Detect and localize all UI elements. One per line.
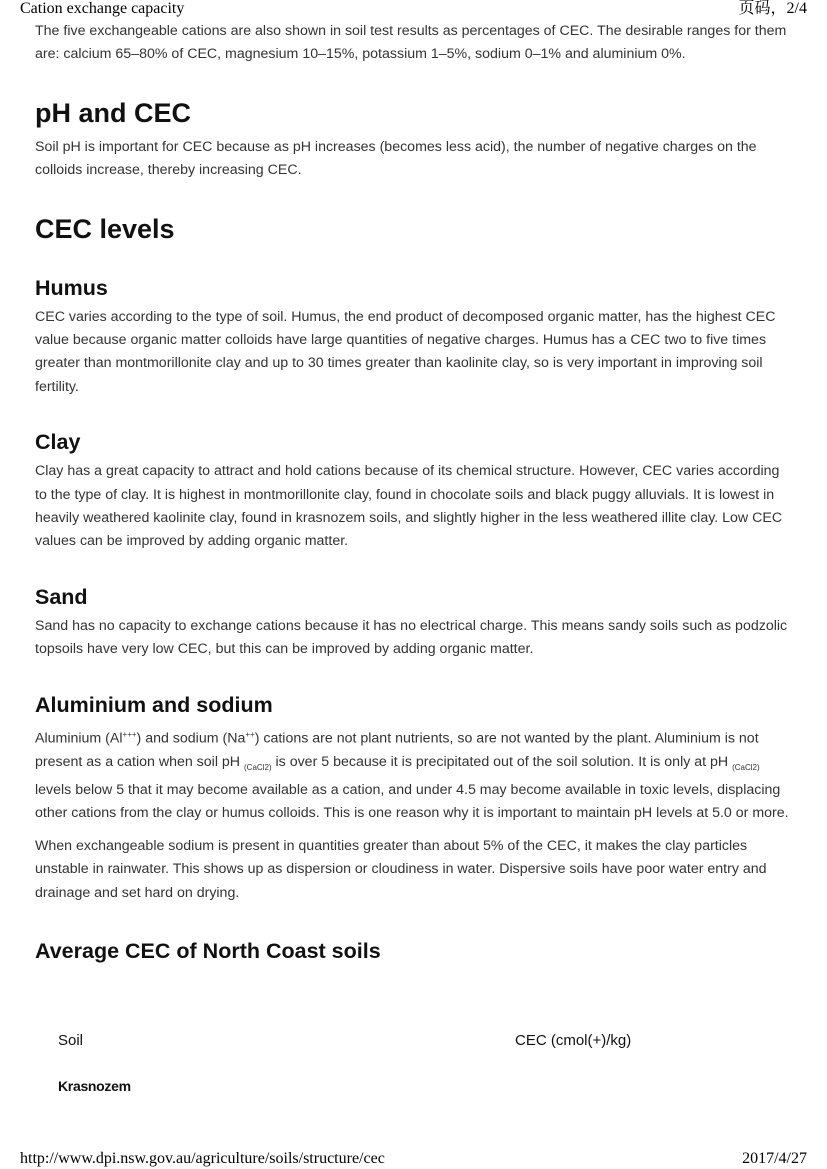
- soil-group-label: Krasnozem: [58, 1078, 131, 1094]
- ph-cec-paragraph: Soil pH is important for CEC because as pH increases (becomes less acid), the number of negative charges on the colloids increase, thereby increasing CEC.: [35, 138, 757, 179]
- page-header: [20, 0, 807, 18]
- article-body: [35, 20, 795, 964]
- sand-paragraph: Sand has no capacity to exchange cations because it has no electrical charge. This means sandy soils such as podzolic topsoils have very low CEC, but this can be improved by adding organic matter.: [35, 617, 788, 658]
- page-number: 页码，2/4: [738, 0, 807, 17]
- aluminium-sodium-paragraph: Aluminium (Al+++) and sodium (Na++) cations are not plant nutrients, so are not wanted by the plant. Aluminium is not present as a cation when soil pH $_{(CaCl2)}$ is over 5 because it is precipitated out of the soil solution. It is only at pH $_{(CaCl2)}$ levels below 5 that it may become available as a cation, and under 4.5 may become available in toxic levels, displacing other cations from the clay or humus colloids. This is one reason why it is important to maintain pH levels at 5.0 or more.: [35, 729, 789, 822]
- clay-paragraph: Clay has a great capacity to attract and hold cations because of its chemical structure. However, CEC varies according to the type of clay. It is highest in montmorillonite clay, found in chocolate soils and black puggy alluvials. It is lowest in heavily weathered kaolinite clay, found in krasnozem soils, and slightly higher in the less weathered illite clay. Low CEC values can be improved by adding organic matter.: [35, 463, 783, 550]
- heading-cec-levels: CEC levels: [35, 213, 175, 244]
- intro-paragraph: The five exchangeable cations are also shown in soil test results as percentages of CEC. The desirable ranges for them are: calcium 65–80% of CEC, magnesium 10–15%, potassium 1–5%, sodium 0–1% and aluminium 0%.: [35, 23, 787, 63]
- heading-humus: Humus: [35, 275, 108, 300]
- column-header-cec: CEC (cmol(+)/kg): [515, 1032, 632, 1049]
- table-row: [58, 1078, 131, 1094]
- heading-average-cec: Average CEC of North Coast soils: [35, 939, 381, 964]
- source-url: http://www.dpi.nsw.gov.au/agriculture/soils/structure/cec: [20, 1150, 385, 1167]
- heading-clay: Clay: [35, 430, 81, 455]
- humus-paragraph: CEC varies according to the type of soil. Humus, the end product of decomposed organic matter, has the highest CEC value because organic matter colloids have large quantities of negative charges. Humus has a CEC two to five times greater than montmorillonite clay and up to 30 times greater than kaolinite clay, so is very important in improving soil fertility.: [35, 308, 776, 395]
- heading-aluminium-sodium: Aluminium and sodium: [35, 692, 273, 717]
- print-date: 2017/4/27: [742, 1150, 807, 1167]
- sodium-dispersion-paragraph: When exchangeable sodium is present in quantities greater than about 5% of the CEC, it makes the clay particles unstable in rainwater. This shows up as dispersion or cloudiness in water. Dispersive soils have poor water entry and drainage and set hard on drying.: [35, 837, 767, 901]
- heading-ph-cec: pH and CEC: [35, 97, 192, 128]
- document-title: Cation exchange capacity: [20, 0, 185, 17]
- page-footer: [20, 1150, 807, 1168]
- column-header-soil: Soil: [58, 1032, 84, 1049]
- heading-sand: Sand: [35, 584, 88, 609]
